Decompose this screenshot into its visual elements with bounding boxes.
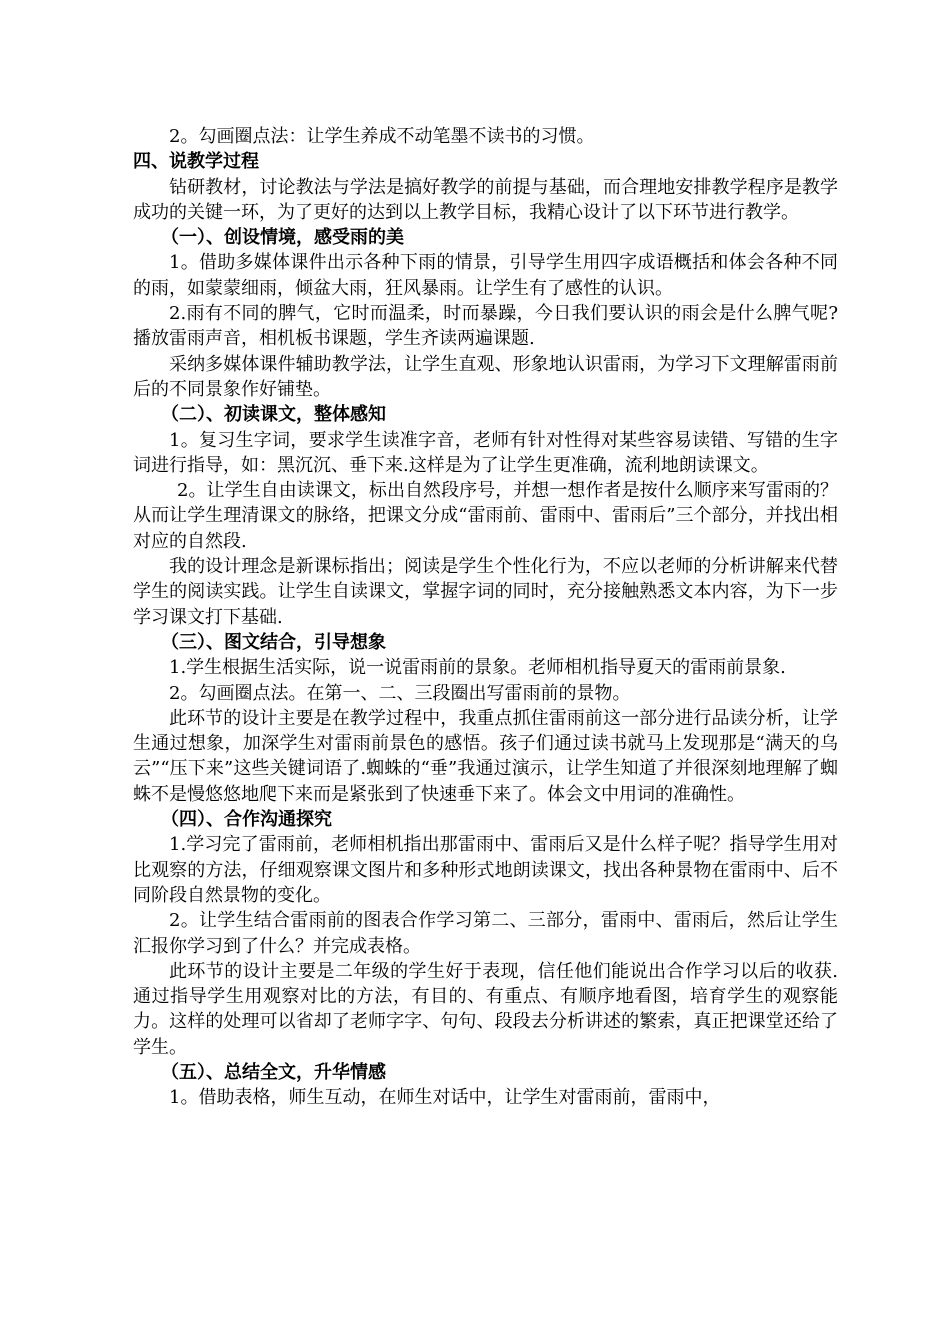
paragraph-step-4-item-2: 2。让学生结合雷雨前的图表合作学习第二、三部分，雷雨中、雷雨后，然后让学生汇报你学习到了什么？并完成表格。 <box>133 910 838 957</box>
paragraph-step-1-item-1: 1。借助多媒体课件出示各种下雨的情景，引导学生用四字成语概括和体会各种不同的雨，如蒙蒙细雨，倾盆大雨，狂风暴雨。让学生有了感性的认识。 <box>133 252 838 299</box>
paragraph-process-intro: 钻研教材，讨论教法与学法是搞好教学的前提与基础，而合理地安排教学程序是教学成功的关键一环，为了更好的达到以上教学目标，我精心设计了以下环节进行教学。 <box>133 176 838 223</box>
subheading-step-3: （三）、图文结合，引导想象 <box>161 631 386 653</box>
subheading-step-4: （四）、合作沟通探究 <box>161 809 332 831</box>
section-heading-teaching-process: 四、说教学过程 <box>133 151 259 173</box>
paragraph-step-5-item-1: 1。借助表格，师生互动，在师生对话中，让学生对雷雨前，雷雨中， <box>169 1087 721 1109</box>
paragraph-step-2-item-2: 2。让学生自由读课文，标出自然段序号，并想一想作者是按什么顺序来写雷雨的？从而让学生理清课文的脉络，把课文分成“雷雨前、雷雨中、雷雨后”三个部分，并找出相对应的自然段. <box>133 480 838 552</box>
document-page <box>133 124 838 1111</box>
paragraph-step-4-rationale: 此环节的设计主要是二年级的学生好于表现，信任他们能说出合作学习以后的收获.通过指导学生用观察对比的方法，有目的、有重点、有顺序地看图，培育学生的观察能力。这样的处理可以省却了老师字字、句句、段段去分析讲述的繁索，真正把课堂还给了学生。 <box>133 960 838 1058</box>
paragraph-method-2: 2。勾画圈点法：让学生养成不动笔墨不读书的习惯。 <box>169 126 595 147</box>
paragraph-step-3-item-2: 2。勾画圈点法。在第一、二、三段圈出写雷雨前的景物。 <box>169 682 631 704</box>
subheading-step-5: （五）、总结全文，升华情感 <box>161 1061 386 1083</box>
paragraph-step-3-rationale: 此环节的设计主要是在教学过程中，我重点抓住雷雨前这一部分进行品读分析，让学生通过想象，加深学生对雷雨前景色的感悟。孩子们通过读书就马上发现那是“满天的乌云”“压下来”这些关键词语了.蜘蛛的“垂”我通过演示，让学生知道了并很深刻地理解了蜘蛛不是慢悠悠地爬下来而是紧张到了快速垂下来了。体会文中用词的准确性。 <box>133 707 838 805</box>
paragraph-step-3-item-1: 1.学生根据生活实际，说一说雷雨前的景象。老师相机指导夏天的雷雨前景象. <box>169 657 786 679</box>
subheading-step-2: （二）、初读课文，整体感知 <box>161 404 386 426</box>
subheading-step-1: （一）、创设情境，感受雨的美 <box>161 227 404 249</box>
paragraph-step-2-item-1: 1。复习生字词，要求学生读准字音，老师有针对性得对某些容易读错、写错的生字词进行指导，如：黑沉沉、垂下来.这样是为了让学生更准确，流利地朗读课文。 <box>133 429 838 476</box>
paragraph-step-1-rationale: 采纳多媒体课件辅助教学法，让学生直观、形象地认识雷雨，为学习下文理解雷雨前后的不同景象作好铺垫。 <box>133 353 838 400</box>
paragraph-step-2-rationale: 我的设计理念是新课标指出；阅读是学生个性化行为，不应以老师的分析讲解来代替学生的阅读实践。让学生自读课文，掌握字词的同时，充分接触熟悉文本内容，为下一步学习课文打下基础. <box>133 556 838 628</box>
paragraph-step-4-item-1: 1.学习完了雷雨前，老师相机指出那雷雨中、雷雨后又是什么样子呢？指导学生用对比观察的方法，仔细观察课文图片和多种形式地朗读课文，找出各种景物在雷雨中、后不同阶段自然景物的变化。 <box>133 834 838 906</box>
paragraph-step-1-item-2: 2.雨有不同的脾气，它时而温柔，时而暴躁，今日我们要认识的雨会是什么脾气呢?播放雷雨声音，相机板书课题，学生齐读两遍课题. <box>133 303 838 350</box>
